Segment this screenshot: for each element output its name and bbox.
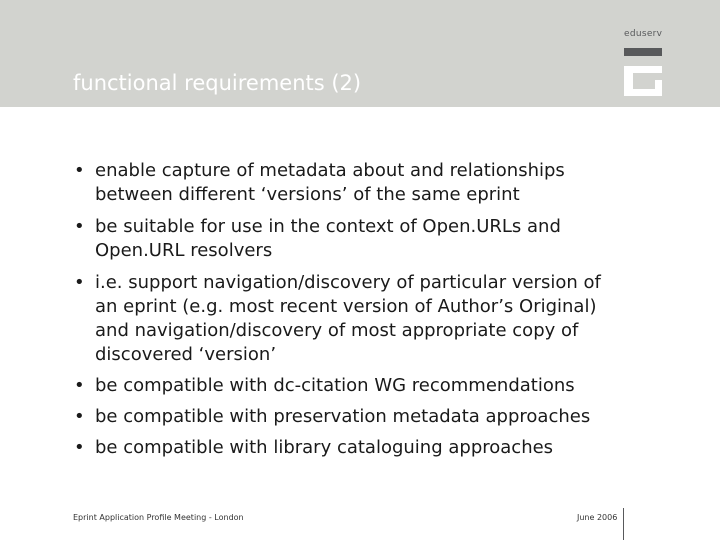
bullet-icon: • — [74, 406, 85, 427]
bullet-icon: • — [74, 272, 85, 293]
bullet-item — [74, 159, 684, 207]
bullet-text-line: and navigation/discovery of most appropriate copy of — [95, 320, 579, 341]
footer-divider — [623, 508, 624, 540]
bullet-text-line: be suitable for use in the context of Open.URLs and — [95, 216, 561, 237]
bullet-text-line: enable capture of metadata about and relationships — [95, 160, 565, 181]
bullet-text-line: discovered ‘version’ — [95, 344, 277, 365]
bullet-icon: • — [74, 160, 85, 181]
bullet-text-line: an eprint (e.g. most recent version of Author’s Original) — [95, 296, 597, 317]
bullet-item — [74, 436, 684, 460]
bullet-item — [74, 374, 684, 398]
footer-date: June 2006 — [577, 513, 618, 522]
eduserv-e-logo-icon — [624, 66, 664, 96]
bullet-item — [74, 405, 684, 429]
bullet-text-line: Open.URL resolvers — [95, 240, 273, 261]
footer-event: Eprint Application Profile Meeting - London — [73, 513, 244, 522]
bullet-text-line: be compatible with preservation metadata approaches — [95, 406, 591, 427]
bullet-text-line: i.e. support navigation/discovery of particular version of — [95, 272, 601, 293]
bullet-item — [74, 271, 684, 367]
bullet-item — [74, 215, 684, 263]
bullet-text-line: be compatible with library cataloguing approaches — [95, 437, 554, 458]
brand-logo-bar — [624, 48, 662, 56]
slide-title: functional requirements (2) — [73, 71, 362, 95]
bullet-icon: • — [74, 216, 85, 237]
bullet-icon: • — [74, 437, 85, 458]
bullet-icon: • — [74, 375, 85, 396]
bullet-text-line: be compatible with dc-citation WG recommendations — [95, 375, 575, 396]
brand-name: eduserv — [624, 29, 663, 39]
bullet-text-line: between different ‘versions’ of the same eprint — [95, 184, 520, 205]
bullet-list — [74, 159, 684, 460]
